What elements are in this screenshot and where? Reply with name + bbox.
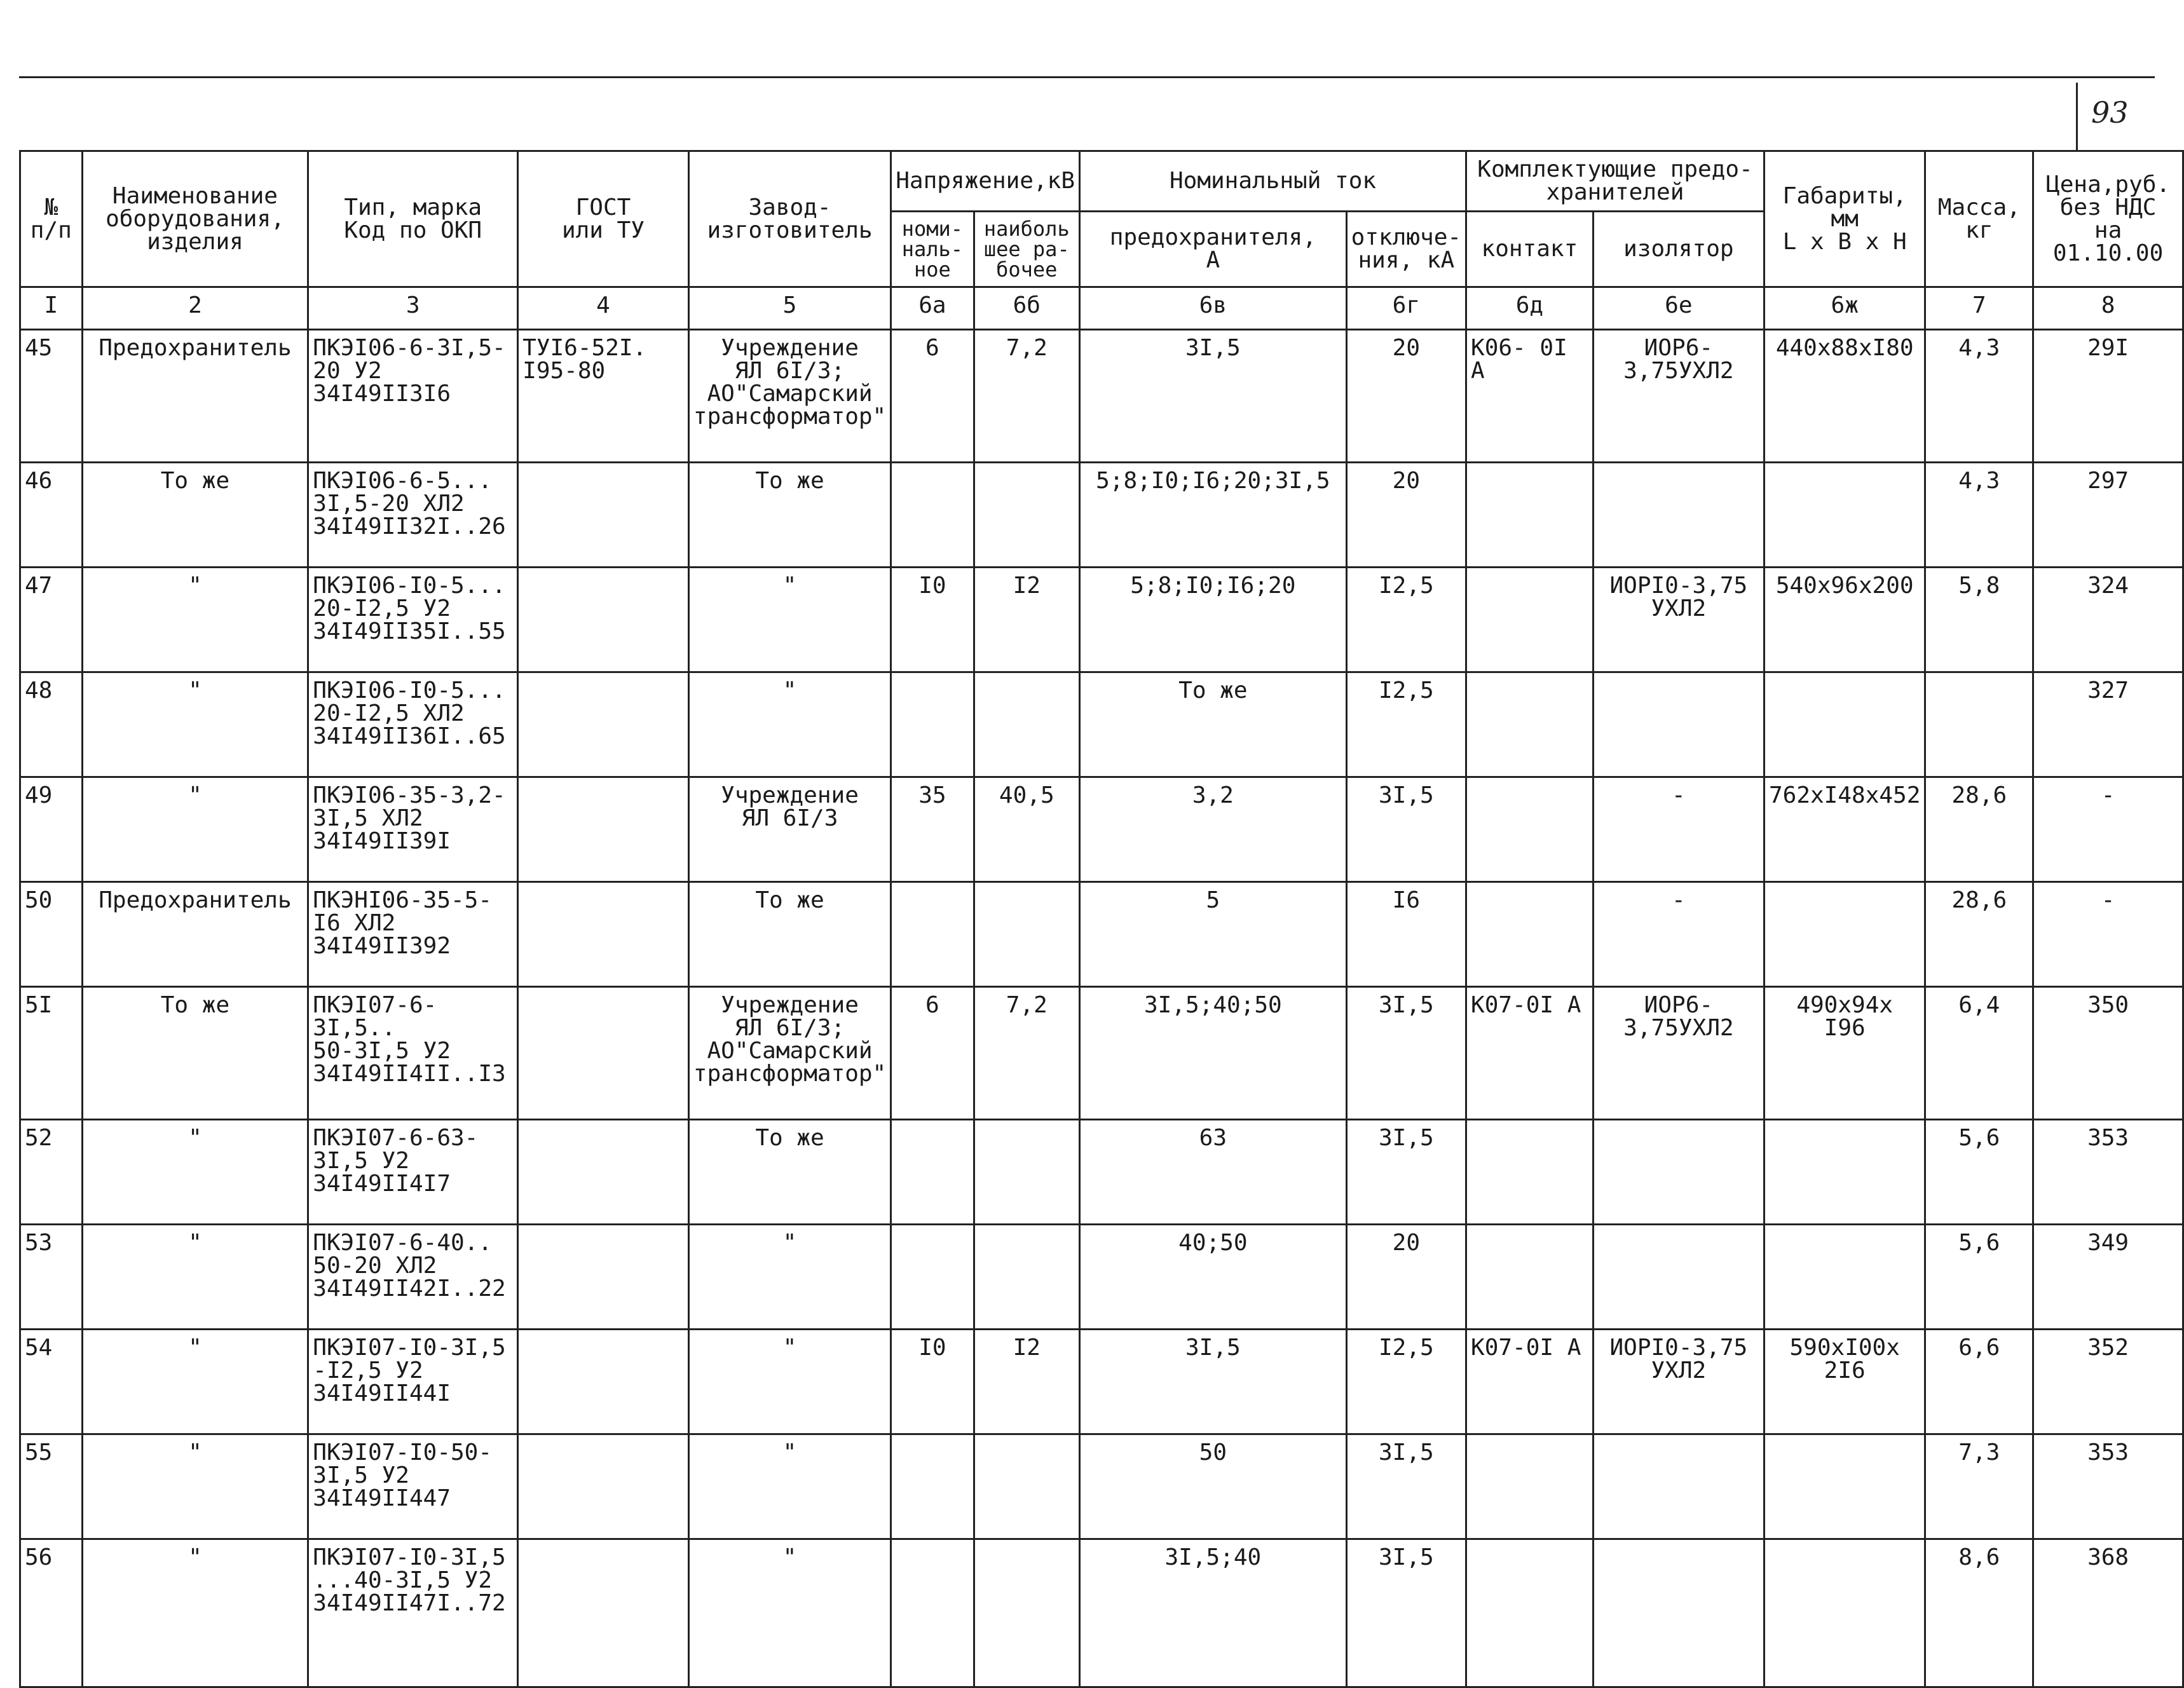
cell-gost xyxy=(518,1434,689,1539)
cell-v-max xyxy=(974,1434,1079,1539)
cell-v-max: I2 xyxy=(974,568,1079,672)
cell-v-nom: 6 xyxy=(891,987,974,1120)
cell-price: 324 xyxy=(2033,568,2183,672)
cell-no: 5I xyxy=(20,987,83,1120)
colnum: 2 xyxy=(82,287,308,330)
cell-insulator: - xyxy=(1593,882,1764,987)
cell-i-fuse: 3,2 xyxy=(1080,777,1347,882)
cell-insulator: ИОР6-3,75УХЛ2 xyxy=(1593,987,1764,1120)
cell-mass: 5,6 xyxy=(1925,1120,2033,1225)
cell-i-off: I2,5 xyxy=(1346,568,1466,672)
header-name: Наименование оборудования, изделия xyxy=(82,151,308,287)
colnum: 8 xyxy=(2033,287,2183,330)
page-number: 93 xyxy=(2091,95,2129,130)
header-insulator: изолятор xyxy=(1593,212,1764,287)
cell-price: - xyxy=(2033,882,2183,987)
cell-no: 45 xyxy=(20,330,83,463)
cell-contact xyxy=(1466,568,1594,672)
cell-name: То же xyxy=(82,987,308,1120)
cell-price: 352 xyxy=(2033,1330,2183,1434)
cell-i-fuse: 3I,5;40 xyxy=(1080,1539,1347,1687)
cell-insulator xyxy=(1593,463,1764,568)
cell-insulator xyxy=(1593,1120,1764,1225)
cell-maker: Учреждение ЯЛ 6I/3; АО"Самарский трансформатор" xyxy=(688,987,891,1120)
cell-name: " xyxy=(82,1539,308,1687)
cell-v-nom: I0 xyxy=(891,568,974,672)
cell-price: 349 xyxy=(2033,1225,2183,1330)
cell-i-fuse: 63 xyxy=(1080,1120,1347,1225)
cell-mass: 4,3 xyxy=(1925,330,2033,463)
cell-v-nom xyxy=(891,463,974,568)
cell-contact xyxy=(1466,777,1594,882)
column-number-row xyxy=(20,287,2183,330)
header-i-off: отключе- ния, кА xyxy=(1346,212,1466,287)
cell-name: " xyxy=(82,1434,308,1539)
cell-i-fuse: 3I,5 xyxy=(1080,1330,1347,1434)
cell-insulator xyxy=(1593,1434,1764,1539)
cell-insulator xyxy=(1593,1539,1764,1687)
cell-no: 55 xyxy=(20,1434,83,1539)
table-row xyxy=(20,987,2183,1120)
cell-type: ПКЭI07-I0-3I,5 ...40-3I,5 У2 34I49II47I..72 xyxy=(308,1539,518,1687)
cell-no: 48 xyxy=(20,672,83,777)
header-maker: Завод- изготовитель xyxy=(688,151,891,287)
table-row xyxy=(20,1330,2183,1434)
cell-contact xyxy=(1466,882,1594,987)
colnum: 6в xyxy=(1080,287,1347,330)
cell-gost xyxy=(518,568,689,672)
header-mass: Масса, кг xyxy=(1925,151,2033,287)
table-row xyxy=(20,463,2183,568)
cell-mass: 5,6 xyxy=(1925,1225,2033,1330)
colnum: 3 xyxy=(308,287,518,330)
header-dims: Габариты, мм L x B x H xyxy=(1764,151,1925,287)
table-row xyxy=(20,1120,2183,1225)
cell-v-nom: I0 xyxy=(891,1330,974,1434)
cell-contact: К07-0I А xyxy=(1466,987,1594,1120)
cell-mass: 4,3 xyxy=(1925,463,2033,568)
cell-maker: " xyxy=(688,672,891,777)
cell-i-off: 3I,5 xyxy=(1346,1434,1466,1539)
header-current: Номинальный ток xyxy=(1080,151,1466,212)
cell-v-nom xyxy=(891,1539,974,1687)
cell-name: " xyxy=(82,568,308,672)
cell-gost xyxy=(518,1120,689,1225)
header-v-nom: номи- наль- ное xyxy=(891,212,974,287)
cell-name: То же xyxy=(82,463,308,568)
cell-i-off: I6 xyxy=(1346,882,1466,987)
cell-insulator xyxy=(1593,1225,1764,1330)
cell-maker: Учреждение ЯЛ 6I/3; АО"Самарский трансформатор" xyxy=(688,330,891,463)
colnum: 6г xyxy=(1346,287,1466,330)
cell-price: 353 xyxy=(2033,1434,2183,1539)
cell-i-off: I2,5 xyxy=(1346,672,1466,777)
cell-v-nom: 35 xyxy=(891,777,974,882)
cell-dims xyxy=(1764,1539,1925,1687)
cell-no: 47 xyxy=(20,568,83,672)
cell-type: ПКЭНI06-35-5- I6 ХЛ2 34I49II392 xyxy=(308,882,518,987)
cell-contact xyxy=(1466,1434,1594,1539)
cell-no: 49 xyxy=(20,777,83,882)
cell-v-max: 40,5 xyxy=(974,777,1079,882)
cell-mass: 6,4 xyxy=(1925,987,2033,1120)
cell-gost xyxy=(518,882,689,987)
colnum: 6б xyxy=(974,287,1079,330)
cell-type: ПКЭI06-I0-5... 20-I2,5 ХЛ2 34I49II36I..65 xyxy=(308,672,518,777)
cell-v-max xyxy=(974,1539,1079,1687)
cell-i-fuse: 5;8;I0;I6;20 xyxy=(1080,568,1347,672)
cell-type: ПКЭI06-6-3I,5- 20 У2 34I49II3I6 xyxy=(308,330,518,463)
cell-v-max xyxy=(974,672,1079,777)
cell-v-max: 7,2 xyxy=(974,330,1079,463)
cell-dims: 540x96x200 xyxy=(1764,568,1925,672)
cell-type: ПКЭI07-I0-3I,5 -I2,5 У2 34I49II44I xyxy=(308,1330,518,1434)
cell-mass: 28,6 xyxy=(1925,882,2033,987)
cell-v-max xyxy=(974,1225,1079,1330)
cell-v-max: 7,2 xyxy=(974,987,1079,1120)
cell-i-off: 3I,5 xyxy=(1346,777,1466,882)
table-row xyxy=(20,882,2183,987)
cell-i-fuse: 3I,5;40;50 xyxy=(1080,987,1347,1120)
cell-i-off: 20 xyxy=(1346,463,1466,568)
cell-i-off: 20 xyxy=(1346,330,1466,463)
table-row xyxy=(20,568,2183,672)
cell-v-nom xyxy=(891,1434,974,1539)
cell-insulator: ИОРI0-3,75 УХЛ2 xyxy=(1593,568,1764,672)
cell-dims xyxy=(1764,672,1925,777)
cell-v-max xyxy=(974,1120,1079,1225)
cell-i-off: 3I,5 xyxy=(1346,987,1466,1120)
cell-price: 350 xyxy=(2033,987,2183,1120)
cell-insulator: ИОРI0-3,75 УХЛ2 xyxy=(1593,1330,1764,1434)
header-type: Тип, марка Код по ОКП xyxy=(308,151,518,287)
cell-i-fuse: То же xyxy=(1080,672,1347,777)
cell-gost xyxy=(518,1330,689,1434)
cell-insulator xyxy=(1593,672,1764,777)
cell-name: " xyxy=(82,672,308,777)
cell-gost xyxy=(518,1539,689,1687)
cell-name: Предохранитель xyxy=(82,330,308,463)
colnum: 6д xyxy=(1466,287,1594,330)
cell-contact: К07-0I А xyxy=(1466,1330,1594,1434)
cell-no: 53 xyxy=(20,1225,83,1330)
cell-type: ПКЭI06-6-5... 3I,5-20 ХЛ2 34I49II32I..26 xyxy=(308,463,518,568)
cell-type: ПКЭI06-I0-5... 20-I2,5 У2 34I49II35I..55 xyxy=(308,568,518,672)
table-row xyxy=(20,777,2183,882)
cell-v-max xyxy=(974,463,1079,568)
cell-mass: 6,6 xyxy=(1925,1330,2033,1434)
header-contact: контакт xyxy=(1466,212,1594,287)
header-row-1 xyxy=(20,151,2183,212)
cell-dims xyxy=(1764,1434,1925,1539)
table-row xyxy=(20,330,2183,463)
header-voltage: Напряжение,кВ xyxy=(891,151,1080,212)
cell-v-max xyxy=(974,882,1079,987)
cell-maker: То же xyxy=(688,1120,891,1225)
cell-maker: Учреждение ЯЛ 6I/3 xyxy=(688,777,891,882)
cell-price: 368 xyxy=(2033,1539,2183,1687)
cell-price: 29I xyxy=(2033,330,2183,463)
cell-gost: ТУI6-52I. I95-80 xyxy=(518,330,689,463)
cell-i-fuse: 5;8;I0;I6;20;3I,5 xyxy=(1080,463,1347,568)
colnum: 6а xyxy=(891,287,974,330)
cell-name: " xyxy=(82,1120,308,1225)
colnum: 4 xyxy=(518,287,689,330)
cell-name: " xyxy=(82,777,308,882)
cell-no: 56 xyxy=(20,1539,83,1687)
cell-i-off: I2,5 xyxy=(1346,1330,1466,1434)
header-gost: ГОСТ или ТУ xyxy=(518,151,689,287)
colnum: 6е xyxy=(1593,287,1764,330)
cell-dims: 590xI00x 2I6 xyxy=(1764,1330,1925,1434)
header-v-max: наиболь шее ра- бочее xyxy=(974,212,1079,287)
colnum: I xyxy=(20,287,83,330)
cell-maker: " xyxy=(688,568,891,672)
cell-mass xyxy=(1925,672,2033,777)
cell-i-fuse: 5 xyxy=(1080,882,1347,987)
cell-gost xyxy=(518,777,689,882)
cell-v-nom xyxy=(891,672,974,777)
cell-contact xyxy=(1466,1120,1594,1225)
cell-type: ПКЭI07-6-3I,5.. 50-3I,5 У2 34I49II4II..I3 xyxy=(308,987,518,1120)
cell-no: 50 xyxy=(20,882,83,987)
cell-v-nom xyxy=(891,1120,974,1225)
header-i-fuse: предохранителя, А xyxy=(1080,212,1347,287)
cell-v-nom xyxy=(891,1225,974,1330)
cell-gost xyxy=(518,463,689,568)
cell-maker: " xyxy=(688,1330,891,1434)
cell-name: Предохранитель xyxy=(82,882,308,987)
cell-i-off: 3I,5 xyxy=(1346,1539,1466,1687)
cell-price: 353 xyxy=(2033,1120,2183,1225)
cell-type: ПКЭI07-6-63- 3I,5 У2 34I49II4I7 xyxy=(308,1120,518,1225)
cell-no: 52 xyxy=(20,1120,83,1225)
table-row xyxy=(20,1225,2183,1330)
cell-type: ПКЭI07-I0-50- 3I,5 У2 34I49II447 xyxy=(308,1434,518,1539)
cell-i-off: 20 xyxy=(1346,1225,1466,1330)
cell-v-max: I2 xyxy=(974,1330,1079,1434)
cell-dims: 440x88xI80 xyxy=(1764,330,1925,463)
cell-maker: То же xyxy=(688,882,891,987)
cell-insulator: ИОР6-3,75УХЛ2 xyxy=(1593,330,1764,463)
cell-gost xyxy=(518,672,689,777)
header-components: Комплектующие предо- хранителей xyxy=(1466,151,1764,212)
cell-name: " xyxy=(82,1225,308,1330)
cell-contact xyxy=(1466,1539,1594,1687)
cell-i-fuse: 3I,5 xyxy=(1080,330,1347,463)
cell-dims xyxy=(1764,1225,1925,1330)
colnum: 7 xyxy=(1925,287,2033,330)
cell-maker: То же xyxy=(688,463,891,568)
header-price: Цена,руб. без НДС на 01.10.00 xyxy=(2033,151,2183,287)
colnum: 5 xyxy=(688,287,891,330)
cell-price: 327 xyxy=(2033,672,2183,777)
cell-maker: " xyxy=(688,1434,891,1539)
cell-price: 297 xyxy=(2033,463,2183,568)
cell-i-fuse: 50 xyxy=(1080,1434,1347,1539)
cell-no: 46 xyxy=(20,463,83,568)
cell-i-fuse: 40;50 xyxy=(1080,1225,1347,1330)
cell-type: ПКЭI07-6-40.. 50-20 ХЛ2 34I49II42I..22 xyxy=(308,1225,518,1330)
cell-gost xyxy=(518,987,689,1120)
colnum: 6ж xyxy=(1764,287,1925,330)
cell-insulator: - xyxy=(1593,777,1764,882)
cell-mass: 5,8 xyxy=(1925,568,2033,672)
cell-name: " xyxy=(82,1330,308,1434)
cell-contact xyxy=(1466,672,1594,777)
cell-dims xyxy=(1764,463,1925,568)
cell-mass: 7,3 xyxy=(1925,1434,2033,1539)
cell-v-nom: 6 xyxy=(891,330,974,463)
header-no: № п/п xyxy=(20,151,83,287)
cell-i-off: 3I,5 xyxy=(1346,1120,1466,1225)
cell-maker: " xyxy=(688,1539,891,1687)
cell-mass: 28,6 xyxy=(1925,777,2033,882)
cell-mass: 8,6 xyxy=(1925,1539,2033,1687)
cell-type: ПКЭI06-35-3,2- 3I,5 ХЛ2 34I49II39I xyxy=(308,777,518,882)
table-row xyxy=(20,672,2183,777)
equipment-price-table xyxy=(19,150,2184,1688)
cell-contact: К06- 0I А xyxy=(1466,330,1594,463)
table-row xyxy=(20,1434,2183,1539)
cell-gost xyxy=(518,1225,689,1330)
cell-no: 54 xyxy=(20,1330,83,1434)
cell-contact xyxy=(1466,463,1594,568)
cell-dims xyxy=(1764,882,1925,987)
cell-dims xyxy=(1764,1120,1925,1225)
top-rule xyxy=(19,76,2155,78)
table-row xyxy=(20,1539,2183,1687)
cell-price: - xyxy=(2033,777,2183,882)
cell-v-nom xyxy=(891,882,974,987)
cell-dims: 490x94x I96 xyxy=(1764,987,1925,1120)
cell-dims: 762xI48x452 xyxy=(1764,777,1925,882)
cell-maker: " xyxy=(688,1225,891,1330)
cell-contact xyxy=(1466,1225,1594,1330)
